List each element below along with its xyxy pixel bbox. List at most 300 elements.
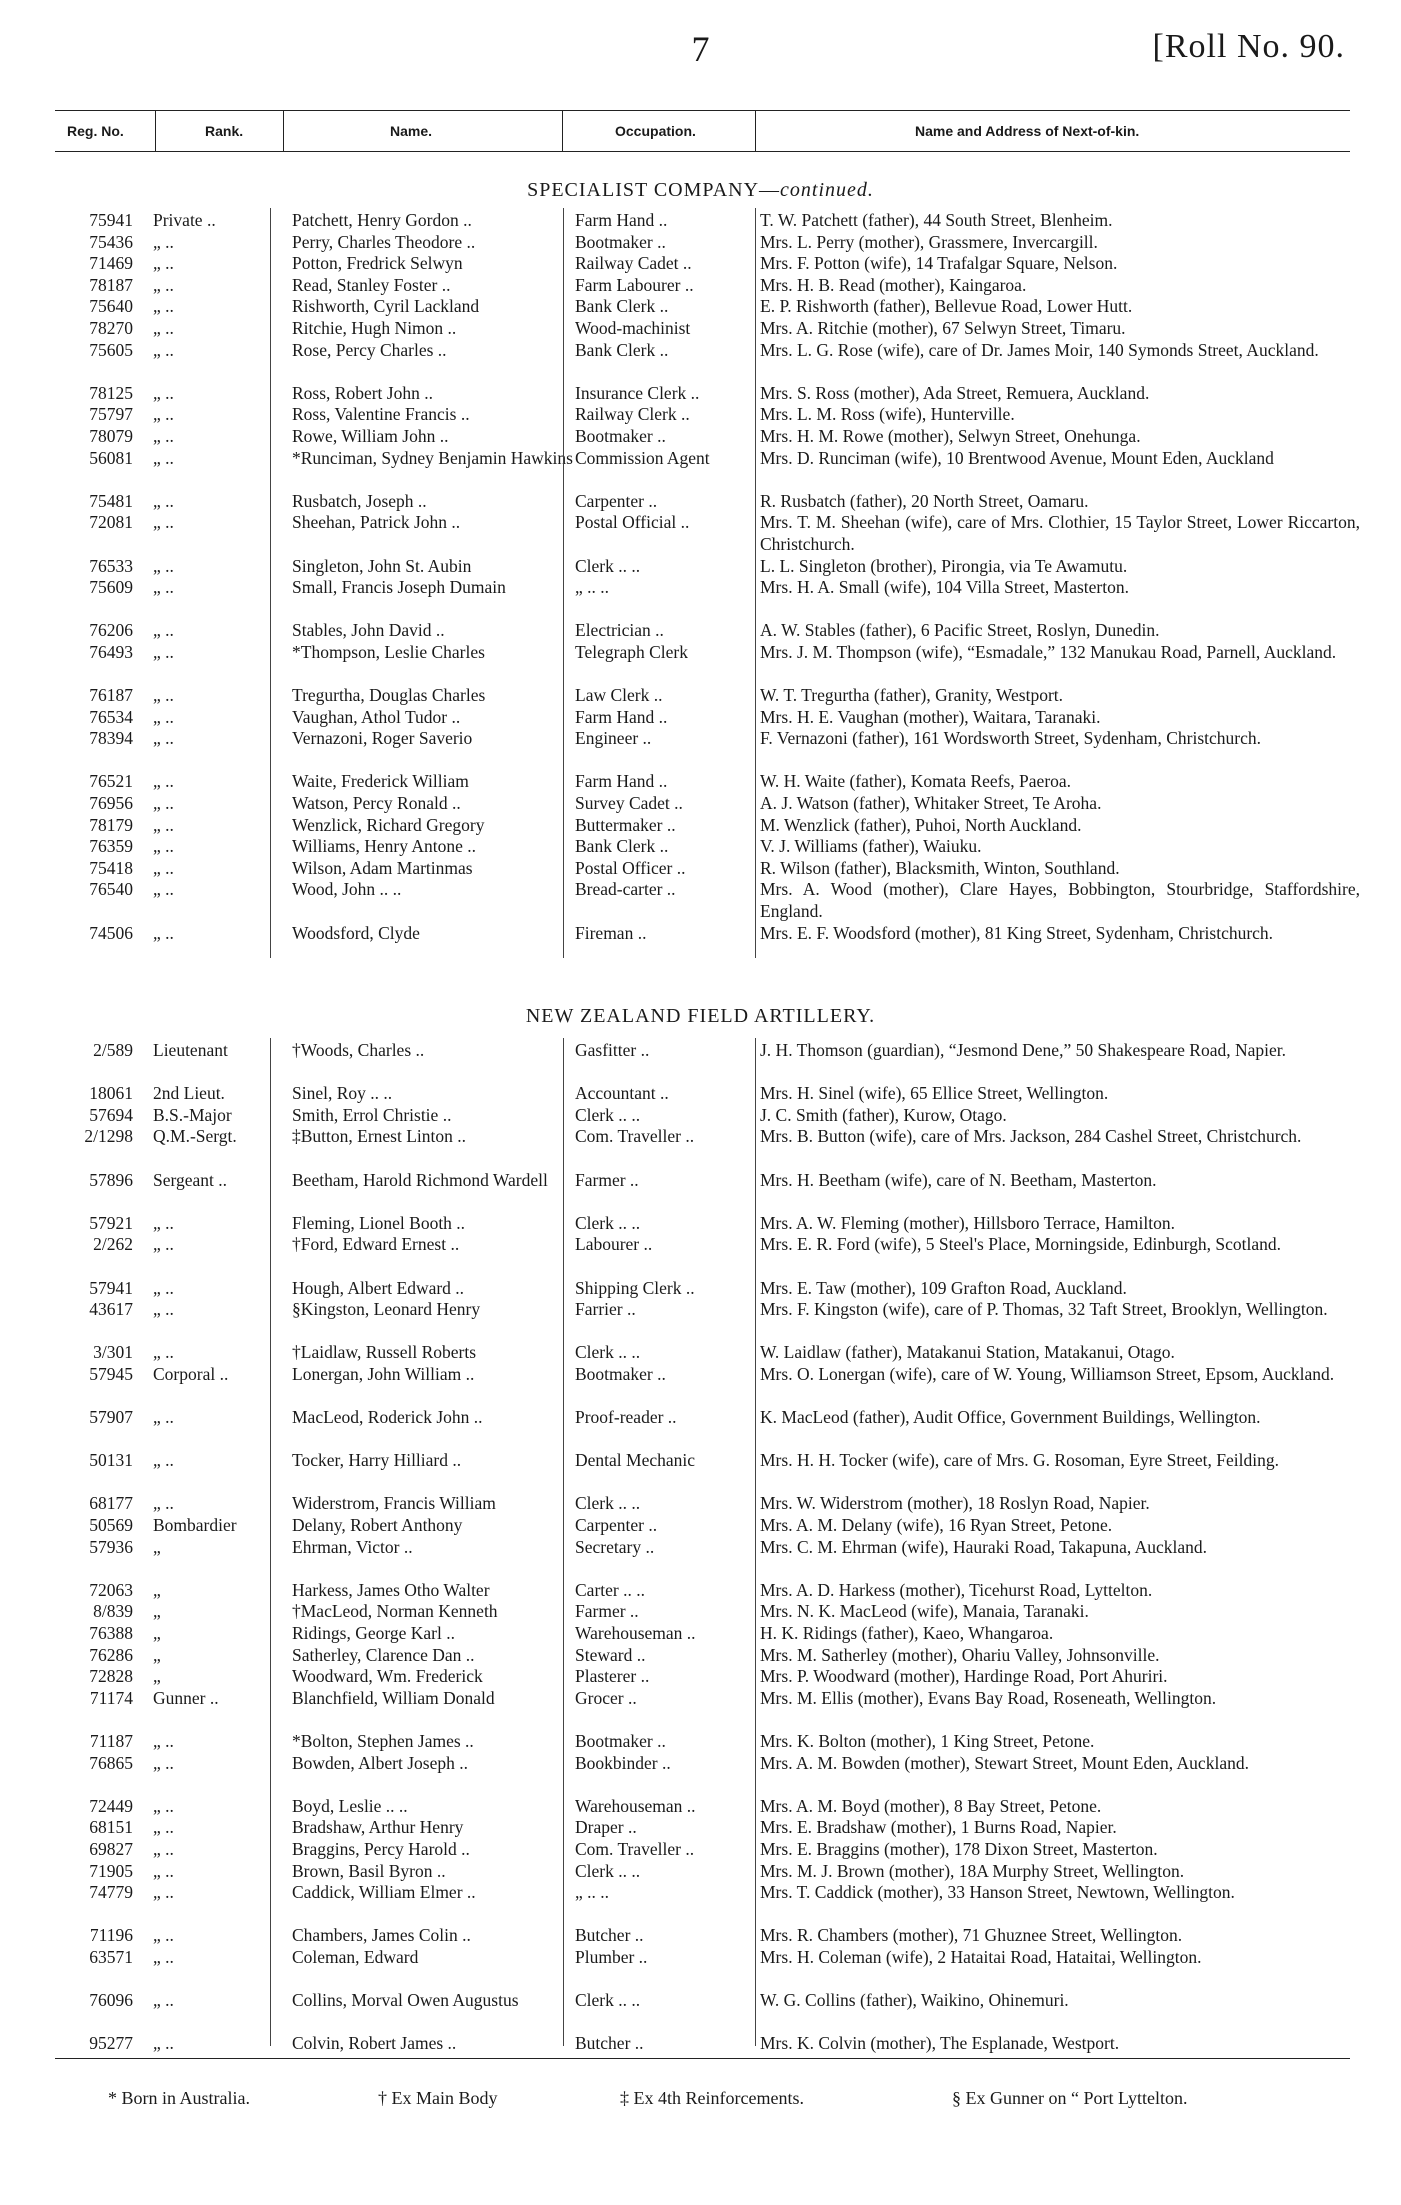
name-cell: *Bolton, Stephen James .. — [292, 1731, 474, 1751]
name-cell: Woodsford, Clyde — [292, 922, 420, 943]
next-of-kin-cell: Mrs. H. M. Rowe (mother), Selwyn Street, Onehunga. — [760, 425, 1141, 446]
occupation-cell: Insurance Clerk .. — [575, 382, 700, 403]
table-row — [55, 556, 1350, 578]
table-row — [55, 642, 1350, 685]
next-of-kin-cell: Mrs. E. Braggins (mother), 178 Dixon Street, Masterton. — [760, 1838, 1158, 1859]
name-cell: Smith, Errol Christie .. — [292, 1104, 452, 1125]
rank-cell: „ .. — [153, 793, 174, 814]
occupation-cell: Warehouseman .. — [575, 1795, 696, 1816]
rank-cell: Sergeant .. — [153, 1169, 228, 1190]
table-row — [55, 771, 1350, 793]
reg-no-cell: 71905 — [89, 1860, 133, 1881]
reg-no-cell: 3/301 — [93, 1342, 133, 1363]
name-cell: Bradshaw, Arthur Henry — [292, 1817, 464, 1838]
rank-cell: „ .. — [153, 814, 174, 835]
next-of-kin-cell: W. G. Collins (father), Waikino, Ohinemuri. — [760, 1990, 1069, 2011]
occupation-cell: Commission Agent — [575, 447, 710, 468]
rank-cell: „ .. — [153, 1277, 174, 1298]
reg-no-cell: 57896 — [89, 1169, 133, 1190]
name-cell: Perry, Charles Theodore .. — [292, 231, 476, 252]
table-row — [55, 1450, 1350, 1493]
occupation-cell: Bank Clerk .. — [575, 339, 669, 360]
occupation-cell: Plasterer .. — [575, 1666, 650, 1687]
rank-cell: „ .. — [153, 512, 174, 533]
header-occupation: Occupation. — [615, 123, 696, 139]
table-row — [55, 340, 1350, 383]
name-cell: Sinel, Roy .. .. — [292, 1083, 393, 1104]
occupation-cell: Railway Cadet .. — [575, 253, 692, 274]
next-of-kin-cell: T. W. Patchett (father), 44 South Street, Blenheim. — [760, 210, 1113, 230]
occupation-cell: Postal Official .. — [575, 512, 690, 533]
occupation-cell: Plumber .. — [575, 1946, 648, 1967]
reg-no-cell: 68177 — [89, 1493, 133, 1514]
table-row — [55, 1537, 1350, 1580]
rank-cell: 2nd Lieut. — [153, 1083, 225, 1104]
rank-cell: „ .. — [153, 447, 174, 468]
column-header-row — [55, 110, 1350, 152]
rank-cell: Lieutenant — [153, 1040, 228, 1060]
name-cell: Wood, John .. .. — [292, 879, 402, 900]
reg-no-cell: 76956 — [89, 793, 133, 814]
table-row — [55, 1601, 1350, 1623]
occupation-cell: Accountant .. — [575, 1083, 669, 1104]
occupation-cell: Farm Labourer .. — [575, 274, 694, 295]
reg-no-cell: 76388 — [89, 1623, 133, 1644]
reg-no-cell: 76865 — [89, 1752, 133, 1773]
name-cell: Ridings, George Karl .. — [292, 1623, 455, 1644]
occupation-cell: Clerk .. .. — [575, 1860, 641, 1881]
next-of-kin-cell: Mrs. P. Woodward (mother), Hardinge Road, Port Ahuriri. — [760, 1666, 1168, 1687]
rank-cell: Corporal .. — [153, 1363, 229, 1384]
reg-no-cell: 50131 — [89, 1450, 133, 1471]
rank-cell: „ — [153, 1601, 161, 1622]
rank-cell: „ .. — [153, 339, 174, 360]
next-of-kin-cell: Mrs. S. Ross (mother), Ada Street, Remuera, Auckland. — [760, 382, 1150, 403]
table-row — [55, 1213, 1350, 1235]
name-cell: Harkess, James Otho Walter — [292, 1579, 490, 1600]
name-cell: Ross, Valentine Francis .. — [292, 404, 470, 425]
name-cell: Delany, Robert Anthony — [292, 1515, 463, 1536]
name-cell: Patchett, Henry Gordon .. — [292, 210, 472, 230]
occupation-cell: Clerk .. .. — [575, 555, 641, 576]
name-cell: Tregurtha, Douglas Charles — [292, 685, 486, 706]
table-row — [55, 426, 1350, 448]
name-cell: Colvin, Robert James .. — [292, 2033, 457, 2054]
name-cell: Fleming, Lionel Booth .. — [292, 1212, 466, 1233]
table-row — [55, 1515, 1350, 1537]
occupation-cell: Farmer .. — [575, 1601, 639, 1622]
rank-cell: „ .. — [153, 1882, 174, 1903]
reg-no-cell: 56081 — [89, 447, 133, 468]
occupation-cell: Postal Officer .. — [575, 857, 686, 878]
table-row — [55, 383, 1350, 405]
reg-no-cell: 72828 — [89, 1666, 133, 1687]
rank-cell: „ .. — [153, 879, 174, 900]
next-of-kin-cell: Mrs. M. J. Brown (mother), 18A Murphy Street, Wellington. — [760, 1860, 1185, 1881]
occupation-cell: Butcher .. — [575, 1925, 644, 1946]
rank-cell: „ .. — [153, 1212, 174, 1233]
reg-no-cell: 63571 — [89, 1946, 133, 1967]
next-of-kin-cell: K. MacLeod (father), Audit Office, Government Buildings, Wellington. — [760, 1407, 1261, 1428]
name-cell: Vernazoni, Roger Saverio — [292, 728, 473, 749]
table-row — [55, 728, 1350, 771]
reg-no-cell: 57921 — [89, 1212, 133, 1233]
occupation-cell: Labourer .. — [575, 1234, 653, 1255]
rank-cell: „ .. — [153, 771, 174, 792]
next-of-kin-cell: Mrs. C. M. Ehrman (wife), Hauraki Road, Takapuna, Auckland. — [760, 1536, 1208, 1557]
name-cell: Woodward, Wm. Frederick — [292, 1666, 483, 1687]
reg-no-cell: 71174 — [89, 1687, 133, 1708]
occupation-cell: Secretary .. — [575, 1536, 655, 1557]
reg-no-cell: 74779 — [89, 1882, 133, 1903]
next-of-kin-cell: Mrs. E. R. Ford (wife), 5 Steel's Place, Morningside, Edinburgh, Scotland. — [760, 1234, 1281, 1255]
rank-cell: „ .. — [153, 425, 174, 446]
occupation-cell: Clerk .. .. — [575, 1990, 641, 2011]
reg-no-cell: 57907 — [89, 1407, 133, 1428]
occupation-cell: Telegraph Clerk — [575, 641, 688, 662]
next-of-kin-cell: Mrs. T. Caddick (mother), 33 Hanson Street, Newtown, Wellington. — [760, 1882, 1235, 1903]
table-row — [55, 512, 1360, 555]
next-of-kin-cell: Mrs. A. M. Delany (wife), 16 Ryan Street, Petone. — [760, 1515, 1113, 1536]
table-row — [55, 1753, 1350, 1796]
table-row — [55, 1861, 1350, 1883]
reg-no-cell: 76096 — [89, 1990, 133, 2011]
reg-no-cell: 18061 — [89, 1083, 133, 1104]
table-row — [55, 793, 1350, 815]
name-cell: Rose, Percy Charles .. — [292, 339, 447, 360]
next-of-kin-cell: Mrs. M. Ellis (mother), Evans Bay Road, Roseneath, Wellington. — [760, 1687, 1217, 1708]
name-cell: Widerstrom, Francis William — [292, 1493, 496, 1514]
reg-no-cell: 76533 — [89, 555, 133, 576]
rank-cell: „ .. — [153, 1493, 174, 1514]
occupation-cell: Farmer .. — [575, 1169, 639, 1190]
occupation-cell: Bootmaker .. — [575, 1731, 666, 1751]
next-of-kin-cell: Mrs. L. M. Ross (wife), Hunterville. — [760, 404, 1015, 425]
rank-cell: „ .. — [153, 685, 174, 706]
reg-no-cell: 95277 — [89, 2033, 133, 2054]
table-row — [55, 1666, 1350, 1688]
name-cell: Sheehan, Patrick John .. — [292, 512, 461, 533]
next-of-kin-cell: Mrs. N. K. MacLeod (wife), Manaia, Taranaki. — [760, 1601, 1089, 1622]
table-row — [55, 1234, 1350, 1277]
header-reg-no: Reg. No. — [67, 123, 124, 139]
next-of-kin-cell: Mrs. L. G. Rose (wife), care of Dr. James Moir, 140 Symonds Street, Auckland. — [760, 339, 1319, 360]
reg-no-cell: 69827 — [89, 1838, 133, 1859]
name-cell: Vaughan, Athol Tudor .. — [292, 706, 461, 727]
reg-no-cell: 76286 — [89, 1644, 133, 1665]
name-cell: Wilson, Adam Martinmas — [292, 857, 473, 878]
rank-cell: „ — [153, 1644, 161, 1665]
occupation-cell: Bootmaker .. — [575, 1363, 666, 1384]
occupation-cell: Carpenter .. — [575, 490, 658, 511]
rank-cell: „ .. — [153, 728, 174, 749]
name-cell: Coleman, Edward — [292, 1946, 419, 1967]
occupation-cell: Railway Clerk .. — [575, 404, 690, 425]
reg-no-cell: 57694 — [89, 1104, 133, 1125]
rank-cell: „ .. — [153, 836, 174, 857]
footnote-born-australia: * Born in Australia. — [108, 2088, 250, 2108]
next-of-kin-cell: Mrs. A. M. Boyd (mother), 8 Bay Street, Petone. — [760, 1795, 1102, 1816]
reg-no-cell: 76540 — [89, 879, 133, 900]
occupation-cell: Buttermaker .. — [575, 814, 676, 835]
rank-cell: Bombardier — [153, 1515, 237, 1536]
rank-cell: „ .. — [153, 1795, 174, 1816]
next-of-kin-cell: Mrs. H. E. Vaughan (mother), Waitara, Taranaki. — [760, 706, 1101, 727]
reg-no-cell: 43617 — [89, 1299, 133, 1320]
next-of-kin-cell: Mrs. A. D. Harkess (mother), Ticehurst Road, Lyttelton. — [760, 1579, 1153, 1600]
table-row — [55, 491, 1350, 513]
reg-no-cell: 75418 — [89, 857, 133, 878]
specialist-company-table — [55, 210, 1360, 966]
table-row — [55, 2033, 1350, 2055]
occupation-cell: Bread-carter .. — [575, 879, 676, 900]
rank-cell: „ .. — [153, 317, 174, 338]
occupation-cell: Carter .. .. — [575, 1579, 645, 1600]
next-of-kin-cell: V. J. Williams (father), Waiuku. — [760, 836, 982, 857]
next-of-kin-cell: W. H. Waite (father), Komata Reefs, Paeroa. — [760, 771, 1072, 792]
next-of-kin-cell: Mrs. H. A. Small (wife), 104 Villa Street, Masterton. — [760, 577, 1129, 598]
table-row — [55, 275, 1350, 297]
next-of-kin-cell: Mrs. H. Sinel (wife), 65 Ellice Street, Wellington. — [760, 1083, 1109, 1104]
reg-no-cell: 76206 — [89, 620, 133, 641]
header-next-of-kin: Name and Address of Next-of-kin. — [915, 123, 1140, 139]
occupation-cell: Electrician .. — [575, 620, 664, 641]
occupation-cell: Com. Traveller .. — [575, 1126, 695, 1147]
table-row — [55, 1278, 1350, 1300]
name-cell: Brown, Basil Byron .. — [292, 1860, 446, 1881]
table-row — [55, 1731, 1350, 1753]
occupation-cell: Bookbinder .. — [575, 1752, 671, 1773]
next-of-kin-cell: H. K. Ridings (father), Kaeo, Whangaroa. — [760, 1623, 1054, 1644]
next-of-kin-cell: Mrs. H. Coleman (wife), 2 Hataitai Road, Hataitai, Wellington. — [760, 1946, 1202, 1967]
occupation-cell: Clerk .. .. — [575, 1342, 641, 1363]
next-of-kin-cell: Mrs. K. Bolton (mother), 1 King Street, Petone. — [760, 1731, 1095, 1751]
occupation-cell: Shipping Clerk .. — [575, 1277, 695, 1298]
header-rank: Rank. — [205, 123, 244, 139]
rank-cell: „ .. — [153, 490, 174, 511]
table-row — [55, 1126, 1350, 1169]
name-cell: Waite, Frederick William — [292, 771, 469, 792]
name-cell: Braggins, Percy Harold .. — [292, 1838, 470, 1859]
name-cell: Collins, Morval Owen Augustus — [292, 1990, 519, 2011]
reg-no-cell: 75481 — [89, 490, 133, 511]
next-of-kin-cell: J. C. Smith (father), Kurow, Otago. — [760, 1104, 1007, 1125]
next-of-kin-cell: Mrs. F. Kingston (wife), care of P. Thomas, 32 Taft Street, Brooklyn, Wellington. — [760, 1299, 1328, 1320]
next-of-kin-cell: Mrs. H. Beetham (wife), care of N. Beetham, Masterton. — [760, 1169, 1157, 1190]
rank-cell: „ .. — [153, 706, 174, 727]
occupation-cell: Dental Mechanic — [575, 1450, 696, 1471]
occupation-cell: „ .. .. — [575, 1882, 610, 1903]
occupation-cell: Draper .. — [575, 1817, 637, 1838]
name-cell: †MacLeod, Norman Kenneth — [292, 1601, 498, 1622]
next-of-kin-cell: Mrs. D. Runciman (wife), 10 Brentwood Avenue, Mount Eden, Auckland — [760, 447, 1274, 468]
name-cell: Rusbatch, Joseph .. — [292, 490, 427, 511]
next-of-kin-cell: Mrs. J. M. Thompson (wife), “Esmadale,” 132 Manukau Road, Parnell, Auckland. — [760, 641, 1337, 662]
next-of-kin-cell: Mrs. M. Satherley (mother), Ohariu Valley, Johnsonville. — [760, 1644, 1160, 1665]
rank-cell: „ .. — [153, 1450, 174, 1471]
rank-cell: „ .. — [153, 922, 174, 943]
rank-cell: Private .. — [153, 210, 216, 230]
reg-no-cell: 78125 — [89, 382, 133, 403]
reg-no-cell: 57945 — [89, 1363, 133, 1384]
occupation-cell: Law Clerk .. — [575, 685, 663, 706]
next-of-kin-cell: W. T. Tregurtha (father), Granity, Westport. — [760, 685, 1064, 706]
rank-cell: „ .. — [153, 577, 174, 598]
reg-no-cell: 57936 — [89, 1536, 133, 1557]
next-of-kin-cell: Mrs. H. B. Read (mother), Kaingaroa. — [760, 274, 1027, 295]
header-name: Name. — [390, 123, 433, 139]
reg-no-cell: 72081 — [89, 512, 133, 533]
footnote-ex-gunner: § Ex Gunner on “ Port Lyttelton. — [952, 2088, 1188, 2108]
occupation-cell: Gasfitter .. — [575, 1040, 650, 1060]
reg-no-cell: 50569 — [89, 1515, 133, 1536]
reg-no-cell: 76187 — [89, 685, 133, 706]
reg-no-cell: 72063 — [89, 1579, 133, 1600]
name-cell: Ritchie, Hugh Nimon .. — [292, 317, 457, 338]
table-row — [55, 1796, 1350, 1818]
name-cell: Bowden, Albert Joseph .. — [292, 1752, 468, 1773]
occupation-cell: Butcher .. — [575, 2033, 644, 2054]
reg-no-cell: 2/262 — [93, 1234, 133, 1255]
table-row — [55, 1105, 1350, 1127]
table-row — [55, 1407, 1350, 1450]
table-row — [55, 815, 1350, 837]
name-cell: Stables, John David .. — [292, 620, 445, 641]
table-row — [55, 1882, 1350, 1925]
rank-cell: „ .. — [153, 1234, 174, 1255]
name-cell: *Thompson, Leslie Charles — [292, 641, 485, 662]
reg-no-cell: 68151 — [89, 1817, 133, 1838]
next-of-kin-cell: Mrs. R. Chambers (mother), 71 Ghuznee Street, Wellington. — [760, 1925, 1183, 1946]
reg-no-cell: 8/839 — [93, 1601, 133, 1622]
next-of-kin-cell: Mrs. E. Taw (mother), 109 Grafton Road, Auckland. — [760, 1277, 1127, 1298]
reg-no-cell: 78270 — [89, 317, 133, 338]
reg-no-cell: 78179 — [89, 814, 133, 835]
reg-no-cell: 75605 — [89, 339, 133, 360]
rank-cell: „ — [153, 1666, 161, 1687]
name-cell: Small, Francis Joseph Dumain — [292, 577, 506, 598]
name-cell: Hough, Albert Edward .. — [292, 1277, 465, 1298]
occupation-cell: Proof-reader .. — [575, 1407, 677, 1428]
footnote-main-body: † Ex Main Body — [378, 2088, 498, 2108]
name-cell: Satherley, Clarence Dan .. — [292, 1644, 475, 1665]
reg-no-cell: 71469 — [89, 253, 133, 274]
rank-cell: „ .. — [153, 382, 174, 403]
table-row — [55, 210, 1350, 232]
rank-cell: „ — [153, 1579, 161, 1600]
next-of-kin-cell: Mrs. E. F. Woodsford (mother), 81 King Street, Sydenham, Christchurch. — [760, 922, 1274, 943]
name-cell: Potton, Fredrick Selwyn — [292, 253, 463, 274]
name-cell: Williams, Henry Antone .. — [292, 836, 476, 857]
occupation-cell: Bootmaker .. — [575, 231, 666, 252]
occupation-cell: Clerk .. .. — [575, 1104, 641, 1125]
occupation-cell: Farm Hand .. — [575, 210, 668, 230]
table-row — [55, 1364, 1350, 1407]
rank-cell: B.S.-Major — [153, 1104, 232, 1125]
table-row — [55, 1839, 1350, 1861]
next-of-kin-cell: R. Rusbatch (father), 20 North Street, Oamaru. — [760, 490, 1089, 511]
table-row — [55, 1342, 1350, 1364]
reg-no-cell: 57941 — [89, 1277, 133, 1298]
occupation-cell: Warehouseman .. — [575, 1623, 696, 1644]
occupation-cell: Bank Clerk .. — [575, 296, 669, 317]
name-cell: Tocker, Harry Hilliard .. — [292, 1450, 462, 1471]
next-of-kin-cell: Mrs. W. Widerstrom (mother), 18 Roslyn Road, Napier. — [760, 1493, 1150, 1514]
table-row — [55, 1083, 1350, 1105]
occupation-cell: Engineer .. — [575, 728, 652, 749]
section-title-specialist: SPECIALIST COMPANY—continued. — [527, 179, 874, 201]
next-of-kin-cell: Mrs. H. H. Tocker (wife), care of Mrs. G. Rosoman, Eyre Street, Feilding. — [760, 1450, 1279, 1471]
rank-cell: „ .. — [153, 1860, 174, 1881]
table-row — [55, 1990, 1350, 2033]
table-row — [55, 879, 1360, 922]
occupation-cell: Carpenter .. — [575, 1515, 658, 1536]
reg-no-cell: 2/1298 — [84, 1126, 133, 1147]
occupation-cell: Farrier .. — [575, 1299, 636, 1320]
rank-cell: „ — [153, 1623, 161, 1644]
name-cell: †Woods, Charles .. — [292, 1040, 425, 1060]
name-cell: Watson, Percy Ronald .. — [292, 793, 461, 814]
occupation-cell: Fireman .. — [575, 922, 647, 943]
name-cell: Ross, Robert John .. — [292, 382, 433, 403]
next-of-kin-cell: Mrs. E. Bradshaw (mother), 1 Burns Road, Napier. — [760, 1817, 1117, 1838]
table-row — [55, 1688, 1350, 1731]
reg-no-cell: 75941 — [89, 210, 133, 230]
name-cell: Caddick, William Elmer .. — [292, 1882, 476, 1903]
roll-number: [Roll No. 90. — [1152, 28, 1345, 65]
reg-no-cell: 71187 — [89, 1731, 133, 1751]
reg-no-cell: 75436 — [89, 231, 133, 252]
next-of-kin-cell: Mrs. B. Button (wife), care of Mrs. Jackson, 284 Cashel Street, Christchurch. — [760, 1126, 1302, 1147]
next-of-kin-cell: Mrs. A. M. Bowden (mother), Stewart Street, Mount Eden, Auckland. — [760, 1752, 1249, 1773]
rank-cell: „ .. — [153, 274, 174, 295]
rank-cell: „ .. — [153, 1925, 174, 1946]
table-row — [55, 685, 1350, 707]
occupation-cell: Bootmaker .. — [575, 425, 666, 446]
name-cell: Boyd, Leslie .. .. — [292, 1795, 408, 1816]
table-row — [55, 404, 1350, 426]
next-of-kin-cell: Mrs. A. Ritchie (mother), 67 Selwyn Street, Timaru. — [760, 317, 1126, 338]
name-cell: *Runciman, Sydney Benjamin Hawkins — [292, 447, 573, 468]
field-artillery-table — [55, 1040, 1350, 2055]
rank-cell: „ .. — [153, 1407, 174, 1428]
next-of-kin-cell: F. Vernazoni (father), 161 Wordsworth Street, Sydenham, Christchurch. — [760, 728, 1262, 749]
next-of-kin-cell: Mrs. O. Lonergan (wife), care of W. Young, Williamson Street, Epsom, Auckland. — [760, 1363, 1335, 1384]
table-row — [55, 448, 1350, 491]
table-row — [55, 858, 1350, 880]
next-of-kin-cell: E. P. Rishworth (father), Bellevue Road, Lower Hutt. — [760, 296, 1133, 317]
occupation-cell: Farm Hand .. — [575, 706, 668, 727]
table-row — [55, 318, 1350, 340]
name-cell: †Laidlaw, Russell Roberts — [292, 1342, 477, 1363]
name-cell: Chambers, James Colin .. — [292, 1925, 471, 1946]
section-title-artillery: NEW ZEALAND FIELD ARTILLERY. — [525, 1005, 876, 1027]
table-row — [55, 707, 1350, 729]
occupation-cell: „ .. .. — [575, 577, 610, 598]
occupation-cell: Bank Clerk .. — [575, 836, 669, 857]
table-row — [55, 232, 1350, 254]
reg-no-cell: 76359 — [89, 836, 133, 857]
table-row — [55, 1493, 1350, 1515]
rank-cell: „ .. — [153, 253, 174, 274]
rank-cell: „ .. — [153, 1838, 174, 1859]
occupation-cell: Survey Cadet .. — [575, 793, 683, 814]
occupation-cell: Wood-machinist — [575, 317, 691, 338]
reg-no-cell: 78079 — [89, 425, 133, 446]
table-row — [55, 296, 1350, 318]
next-of-kin-cell: L. L. Singleton (brother), Pirongia, via Te Awamutu. — [760, 555, 1128, 576]
reg-no-cell: 71196 — [89, 1925, 133, 1946]
